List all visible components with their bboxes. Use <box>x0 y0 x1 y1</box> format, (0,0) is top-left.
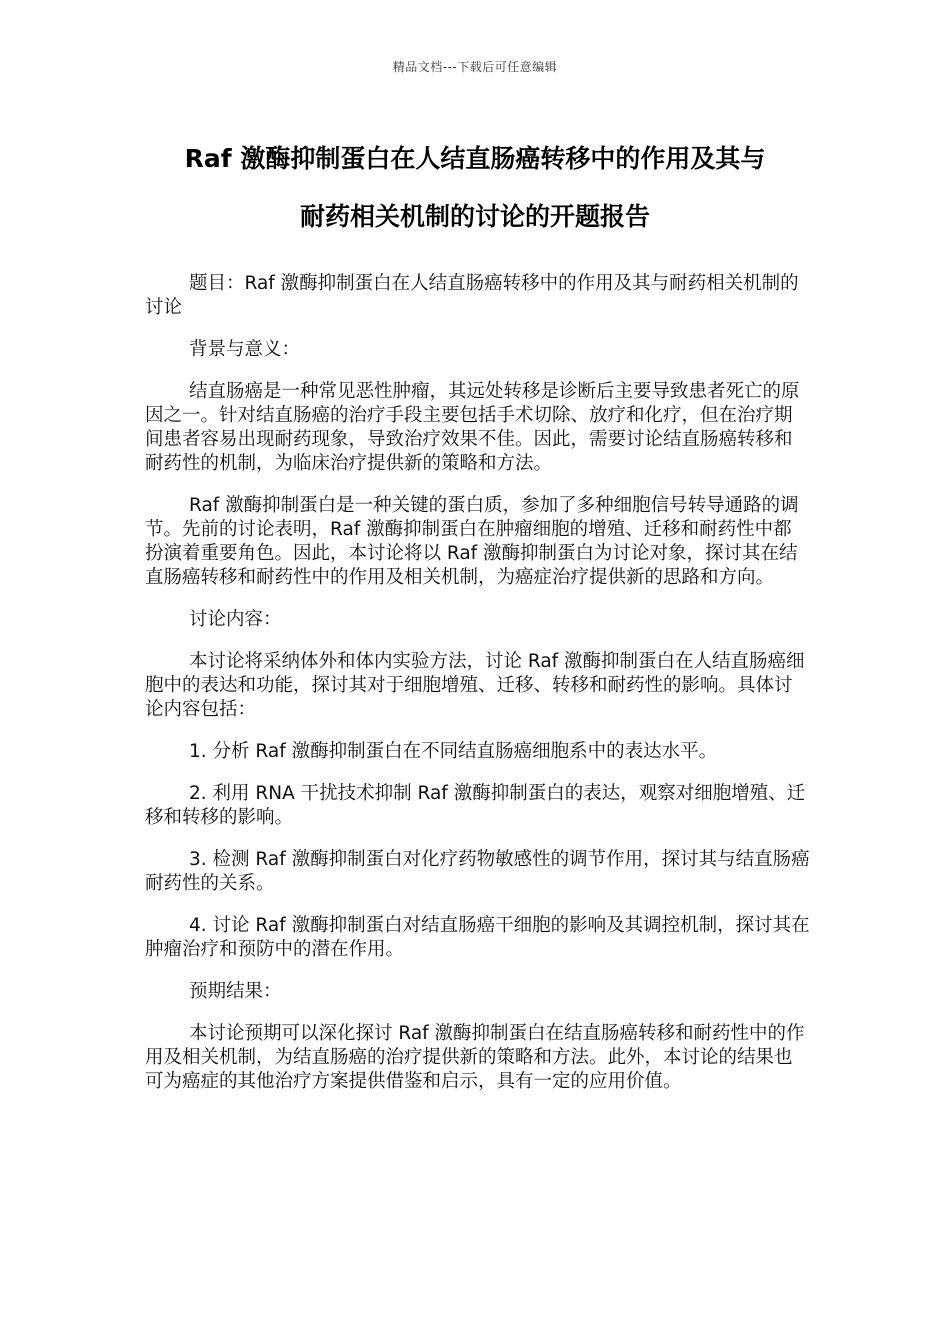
section-heading-expected: 预期结果： <box>189 981 282 1002</box>
content-item-1: 1. 分析 Raf 激酶抑制蛋白在不同结直肠癌细胞系中的表达水平。 <box>189 741 718 762</box>
expected-results-paragraph: 本讨论预期可以深化探讨 Raf 激酶抑制蛋白在结直肠癌转移和耐药性中的作用及相关机制，为结直肠癌的治疗提供新的策略和方法。此外，本讨论的结果也可为癌症的其他治疗方案提供借鉴和启示，具有一定的应用价值。 <box>145 1023 805 1092</box>
background-paragraph-2: Raf 激酶抑制蛋白是一种关键的蛋白质，参加了多种细胞信号转导通路的调节。先前的讨论表明，Raf 激酶抑制蛋白在肿瘤细胞的增殖、迁移和耐药性中都扮演着重要角色。因此，本讨论将以 Raf 激酶抑制蛋白为讨论对象，探讨其在结直肠癌转移和耐药性中的作用及相关机制，为癌症治疗提供新的思路和方向。 <box>145 495 799 588</box>
section-heading-content: 讨论内容： <box>189 609 282 630</box>
content-item-4: 4. 讨论 Raf 激酶抑制蛋白对结直肠癌干细胞的影响及其调控机制，探讨其在肿瘤治疗和预防中的潜在作用。 <box>145 915 810 960</box>
content-item-3: 3. 检测 Raf 激酶抑制蛋白对化疗药物敏感性的调节作用，探讨其与结直肠癌耐药性的关系。 <box>145 849 810 894</box>
content-intro-paragraph: 本讨论将采纳体外和体内实验方法，讨论 Raf 激酶抑制蛋白在人结直肠癌细胞中的表达和功能，探讨其对于细胞增殖、迁移、转移和耐药性的影响。具体讨论内容包括： <box>145 651 805 720</box>
document-title <box>120 130 830 246</box>
content-item-2: 2. 利用 RNA 干扰技术抑制 Raf 激酶抑制蛋白的表达，观察对细胞增殖、迁移和转移的影响。 <box>145 783 806 828</box>
section-heading-background: 背景与意义： <box>189 339 301 360</box>
document-body <box>145 272 810 1112</box>
background-paragraph-1: 结直肠癌是一种常见恶性肿瘤，其远处转移是诊断后主要导致患者死亡的原因之一。针对结直肠癌的治疗手段主要包括手术切除、放疗和化疗，但在治疗期间患者容易出现耐药现象，导致治疗效果不佳。因此，需要讨论结直肠癌转移和耐药性的机制，为临床治疗提供新的策略和方法。 <box>145 381 800 474</box>
title-line-1: Raf 激酶抑制蛋白在人结直肠癌转移中的作用及其与 <box>184 144 766 173</box>
header-note: 精品文档---下载后可任意编辑 <box>392 60 558 74</box>
topic-paragraph: 题目：Raf 激酶抑制蛋白在人结直肠癌转移中的作用及其与耐药相关机制的讨论 <box>145 273 799 318</box>
title-line-2: 耐药相关机制的讨论的开题报告 <box>299 202 650 231</box>
